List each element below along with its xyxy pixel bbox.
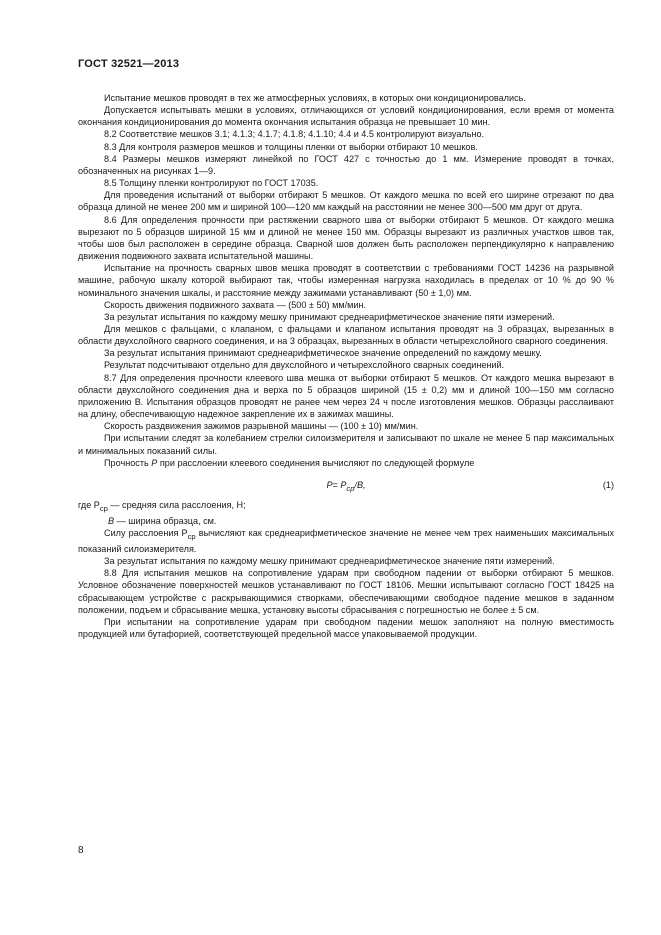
paragraph: За результат испытания по каждому мешку принимают среднеарифметическое значение пяти измерений. (104, 311, 555, 322)
paragraph: Скорость движения подвижного захвата — (500 ± 50) мм/мин. (104, 299, 367, 310)
paragraph: Скорость раздвижения зажимов разрывной машины — (100 ± 10) мм/мин. (104, 421, 419, 432)
paragraph: Допускается испытывать мешки в условиях, отличающихся от условий кондиционирования, если время от момента окончания кондиционирования до момента окончания испытания образца не превышает 10 мин. (78, 105, 614, 128)
where-line-2: B — ширина образца, см. (108, 515, 217, 526)
paragraph: 8.6 Для определения прочности при растяжении сварного шва от выборки отбирают 5 мешков. От каждого мешка вырезают по 5 образцов шириной 15 мм и длиной не менее 150 мм. Образцы вырезают из различных участков швов так, чтобы шов был расположен в середине образца. Сварной шов должен быть расположен перпендикулярно к направлению движения подвижного захвата испытательной машины. (78, 214, 614, 262)
paragraph: 8.2 Соответствие мешков 3.1; 4.1.3; 4.1.7; 4.1.8; 4.1.10; 4.4 и 4.5 контролируют визуально. (104, 129, 485, 140)
where-line-1: где $P_{ср}$ — средняя сила расслоения, Н; (78, 499, 246, 513)
page-number: 8 (78, 845, 84, 856)
document-body (78, 92, 614, 640)
paragraph: Испытание мешков проводят в тех же атмосферных условиях, в которых они кондиционировались. (104, 93, 526, 103)
paragraph: За результат испытания принимают среднеарифметическое значение определений по каждому мешку. (104, 348, 542, 359)
paragraph: Испытание на прочность сварных швов мешка проводят в соответствии с требованиями ГОСТ 14236 на разрывной машине, рабочую шкалу которой выбирают так, чтобы измеренная нагрузка находилась в пределах от 10 % до 90 % номинального значения шкалы, и расстояние между зажимами устанавливают (50 ± 1,0) мм. (78, 263, 614, 298)
formula-intro: Прочность P при расслоении клеевого соединения вычисляют по следующей формуле (104, 457, 475, 468)
paragraph: Результат подсчитывают отдельно для двухслойного и четырехслойного сварных соединений. (104, 360, 505, 371)
paragraph: Для мешков с фальцами, с клапаном, с фальцами и клапаном испытания проводят на 3 образцах, вырезанных в области двухслойного сварного соединения, и на 3 образцах, вырезанных в области четырехслойного сварного соединения. (78, 323, 614, 347)
paragraph: При испытании следят за колебанием стрелки силоизмерителя и записывают по шкале не менее 5 пар максимальных и минимальных показаний силы. (78, 433, 614, 456)
formula-expression: $P= P_{ср}/B$, (326, 479, 366, 493)
paragraph: 8.7 Для определения прочности клеевого шва мешка от выборки отбирают 5 мешков. От каждого мешка вырезают в области двухслойного соединения дна и верха по 5 образцов шириной (15 ± 0,2) мм и длиной 100—150 мм согласно приложению В. Испытания образцов проводят не ранее чем через 24 ч после изготовления мешков. Образцы расслаивают на длину, обеспечивающую надежное закрепление их в зажимах машины. (78, 372, 614, 420)
paragraph: За результат испытания по каждому мешку принимают среднеарифметическое значение пяти измерений. (104, 556, 555, 567)
symbol-p: P (151, 457, 158, 468)
paragraph: 8.8 Для испытания мешков на сопротивление ударам при свободном падении от выборки отбирают 5 мешков. Условное обозначение поверхностей мешков устанавливают по ГОСТ 18106. Мешки испытывают согласно ГОСТ 18425 на сбрасывающем устройстве с раскрывающимися створками, обеспечивающими свободное падение мешков в заданном положении, подъем и сбрасывание мешка, установку высоты сбрасывания с погрешностью не более ± 5 см. (78, 568, 614, 615)
force-paragraph: Силу расслоения $P_{ср}$ вычисляют как среднеарифметическое значение не менее чем трех наименьших максимальных показаний силоизмерителя. (78, 527, 614, 554)
paragraph: 8.5 Толщину пленки контролируют по ГОСТ 17035. (104, 178, 319, 189)
formula-1 (78, 475, 614, 495)
formula-number: (1) (602, 479, 614, 490)
paragraph: При испытании на сопротивление ударам при свободном падении мешок заполняют на полную вместимость продукцией или бутафорией, соответствующей предельной массе упаковываемой продукции. (78, 616, 614, 640)
paragraph: 8.3 Для контроля размеров мешков и толщины пленки от выборки отбирают 10 мешков. (104, 141, 478, 152)
paragraph: Для проведения испытаний от выборки отбирают 5 мешков. От каждого мешка по всей его ширине отрезают по два образца длиной не менее 200 мм и шириной 100—120 мм каждый на расстоянии не менее 300—500 мм друг от друга. (78, 190, 614, 213)
standard-header: ГОСТ 32521—2013 (78, 58, 180, 70)
paragraph: 8.4 Размеры мешков измеряют линейкой по ГОСТ 427 с точностью до 1 мм. Измерение проводят в точках, обозначенных на рисунках 1—9. (78, 153, 614, 176)
